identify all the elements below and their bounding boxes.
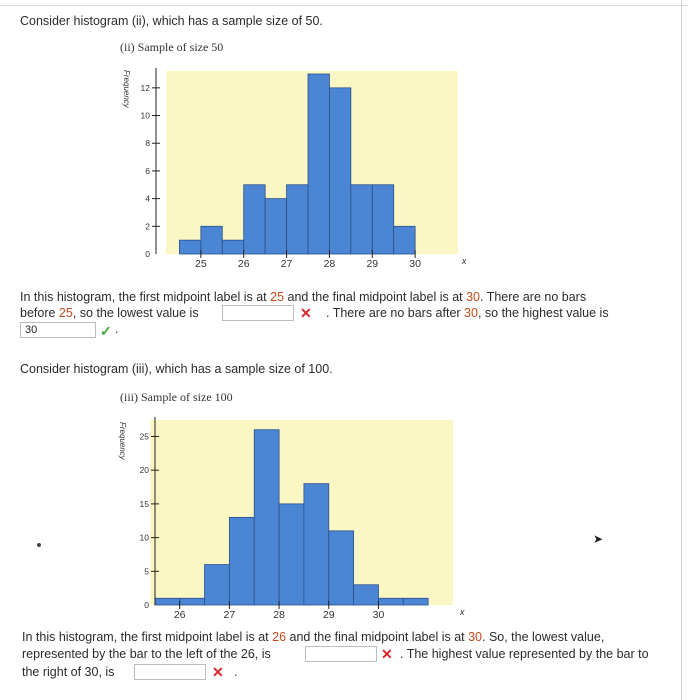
text: . So, the lowest value, — [482, 630, 605, 644]
question2-paragraph-line3: the right of 30, is — [22, 665, 115, 679]
question1-intro: Consider histogram (ii), which has a sample size of 50. — [20, 14, 323, 28]
histogram-bar — [378, 598, 403, 605]
histogram-bar — [329, 88, 350, 254]
text: In this histogram, the first midpoint label is at — [20, 290, 271, 304]
histogram-bar — [205, 565, 230, 605]
value: 30 — [464, 306, 478, 320]
x-tick-label: 30 — [372, 609, 385, 621]
incorrect-cross-icon: ✕ — [212, 664, 224, 680]
cursor-icon: ➤ — [593, 532, 604, 546]
y-tick-label: 0 — [145, 249, 150, 259]
incorrect-cross-icon: ✕ — [300, 305, 312, 321]
question2-paragraph-line2-cont: . The highest value represented by the bar to — [400, 647, 649, 661]
histogram-ii-title: (ii) Sample of size 50 — [120, 40, 224, 54]
y-tick-label: 6 — [145, 165, 150, 176]
question1-paragraph-line2 — [20, 306, 199, 320]
x-tick-label: 25 — [195, 258, 207, 270]
value: 25 — [270, 290, 285, 304]
correct-check-icon: ✓ — [100, 323, 112, 339]
text: , so the lowest value is — [72, 306, 199, 320]
histogram-bar — [403, 598, 428, 605]
lowest-value-input-2[interactable] — [305, 646, 377, 662]
x-tick-label: 26 — [237, 258, 250, 270]
x-tick-label: 27 — [223, 609, 236, 621]
text: In this histogram, the first midpoint label is at — [22, 630, 273, 644]
text: before — [20, 306, 59, 320]
text: . There are no bars after — [326, 306, 465, 320]
value: 25 — [58, 306, 73, 320]
histogram-bar — [229, 517, 254, 605]
histogram-bar — [304, 484, 329, 605]
histogram-bar — [308, 74, 329, 254]
value: 30 — [466, 290, 480, 304]
y-tick-label: 0 — [144, 600, 149, 610]
y-tick-label: 10 — [140, 110, 150, 121]
y-axis-label: Frequency — [122, 70, 131, 108]
x-tick-label: 26 — [173, 609, 186, 621]
histogram-bar — [180, 598, 205, 605]
question2-paragraph-line2: represented by the bar to the left of the 26, is — [22, 647, 271, 661]
histogram-bar — [201, 226, 222, 254]
value: 26 — [272, 630, 287, 644]
histogram-iii-title: (iii) Sample of size 100 — [120, 390, 233, 404]
text: , so the highest value is — [477, 306, 609, 320]
trailing-dot: . — [115, 322, 119, 336]
lowest-value-input[interactable] — [222, 305, 294, 321]
x-tick-label: 29 — [366, 258, 379, 270]
x-axis-label: x — [460, 607, 465, 617]
x-tick-label: 28 — [323, 258, 336, 270]
histogram-ii — [110, 60, 480, 285]
histogram-bar — [279, 504, 304, 605]
y-tick-label: 5 — [144, 566, 149, 577]
top-border — [0, 0, 688, 6]
question2-paragraph-line1 — [22, 630, 604, 644]
right-border — [681, 0, 682, 700]
highest-value-input-2[interactable] — [134, 664, 206, 680]
x-axis-label: x — [462, 256, 467, 266]
trailing-dot: . — [234, 665, 238, 679]
histogram-bar — [265, 199, 286, 254]
histogram-iii — [110, 412, 480, 622]
y-tick-label: 2 — [145, 221, 150, 232]
stray-dot — [37, 543, 41, 547]
highest-value-input[interactable]: 30 — [20, 322, 96, 338]
x-tick-label: 30 — [409, 258, 421, 270]
y-tick-label: 8 — [145, 138, 150, 149]
histogram-bar — [372, 185, 393, 254]
histogram-bar — [287, 185, 308, 254]
question2-intro: Consider histogram (iii), which has a sample size of 100. — [20, 362, 333, 376]
y-tick-label: 4 — [145, 193, 150, 204]
y-tick-label: 15 — [139, 498, 149, 509]
question1-paragraph-line1 — [20, 290, 586, 304]
histogram-bar — [351, 185, 372, 254]
histogram-bar — [222, 240, 243, 254]
incorrect-cross-icon: ✕ — [381, 646, 393, 662]
question1-paragraph-line2-cont — [326, 306, 609, 320]
x-tick-label: 29 — [322, 609, 335, 621]
histogram-bar — [179, 240, 200, 254]
text: and the final midpoint label is at — [286, 630, 469, 644]
histogram-bar — [394, 226, 415, 254]
x-tick-label: 27 — [280, 258, 293, 270]
x-tick-label: 28 — [273, 609, 285, 621]
histogram-bar — [244, 185, 265, 254]
histogram-bar — [329, 531, 354, 605]
histogram-bar — [354, 585, 379, 605]
y-tick-label: 20 — [139, 465, 149, 476]
y-tick-label: 12 — [140, 82, 150, 93]
histogram-bar — [254, 430, 279, 605]
value: 30 — [468, 630, 482, 644]
y-tick-label: 10 — [139, 532, 149, 543]
y-tick-label: 25 — [139, 431, 149, 442]
text: . There are no bars — [480, 290, 587, 304]
histogram-bar — [155, 598, 180, 605]
y-axis-label: Frequency — [118, 422, 127, 460]
text: and the final midpoint label is at — [284, 290, 467, 304]
